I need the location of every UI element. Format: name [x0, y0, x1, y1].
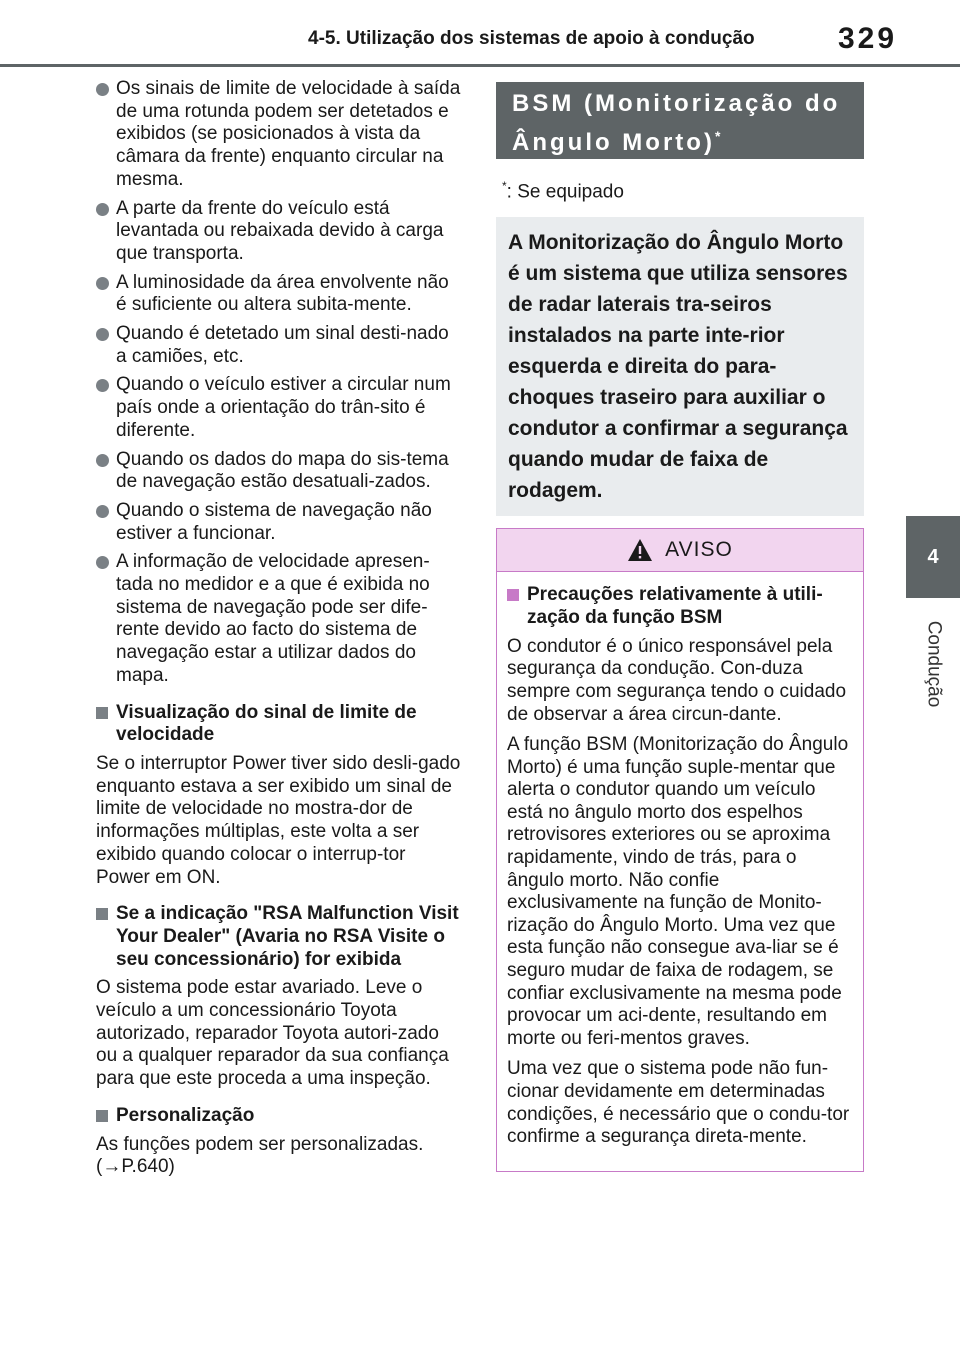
page-number: 329 — [838, 22, 898, 55]
square-bullet-icon — [507, 589, 519, 601]
list-item — [96, 551, 464, 687]
square-bullet-icon — [96, 707, 108, 719]
section-title: 4-5. Utilização dos sistemas de apoio à condução — [308, 28, 755, 49]
list-item-text: A informação de velocidade apresen-tada no medidor e a que é exibida no sistema de navegação pode ser dife-rente devido ao facto do sistema de navegação estar a utilizar dados do mapa. — [116, 551, 430, 686]
warning-heading-text: Precauções relativamente à utili-zação da função BSM — [527, 584, 823, 629]
warning-paragraph: O condutor é o único responsável pela segurança da condução. Con-duza sempre com segurança tendo o cuidado de observar a área circun-dante. — [507, 635, 847, 725]
list-item-text: Quando o veículo estiver a circular num país onde a orientação do trân-sito é diferente. — [116, 374, 451, 441]
square-bullet-icon — [96, 1110, 108, 1122]
list-item-text: A luminosidade da área envolvente não é suficiente ou altera subita-mente. — [116, 271, 449, 316]
bsm-title-banner — [496, 82, 864, 159]
section-heading-text: Personalização — [116, 1104, 255, 1126]
summary-box — [496, 217, 864, 516]
list-item-text: Quando os dados do mapa do sis-tema de navegação estão desatuali-zados. — [116, 448, 449, 493]
bullet-icon — [96, 505, 109, 518]
section-paragraph: Se o interruptor Power tiver sido desli-gado enquanto estava a ser exibido um sinal de limite de velocidade no mostra-dor de informações múltiplas, este volta a ser exibido quando colocar o interrup-tor Power em ON. — [96, 752, 461, 888]
section-heading — [96, 1105, 464, 1128]
section-heading — [96, 903, 464, 971]
bsm-title-mark: * — [714, 128, 721, 144]
warning-body — [497, 572, 863, 1170]
list-item — [96, 272, 464, 317]
chapter-label: Condução — [923, 620, 944, 708]
list-item-text: A parte da frente do veículo está levantada ou rebaixada devido à carga que transporta. — [116, 197, 444, 264]
warning-header — [497, 529, 863, 572]
list-item — [96, 449, 464, 494]
bullet-icon — [96, 277, 109, 290]
warning-triangle-icon — [627, 538, 653, 562]
warning-label: AVISO — [665, 538, 733, 562]
list-item-text: Quando o sistema de navegação não estiver a funcionar. — [116, 499, 432, 544]
bullet-icon — [96, 83, 109, 96]
chapter-side-label — [906, 604, 960, 724]
footnote — [496, 175, 864, 203]
section-heading — [96, 702, 464, 747]
section-paragraph: As funções podem ser personalizadas. (→P.640) — [96, 1133, 424, 1178]
warning-paragraph: A função BSM (Monitorização do Ângulo Morto) é uma função suple-mentar que alerta o condutor quando um veículo está no ângulo morto dos espelhos retrovisores exteriores ou se aproxima rapidamente, vindo de trás, para o ângulo morto. Não confie exclusivamente na função de Monito-rização do Ângulo Morto. Uma vez que esta função não consegue ava-liar se é seguro mudar de faixa de rodagem, se confiar exclusivamente na mesma pode provocar um aci-dente, resultando em morte ou feri-mentos graves. — [507, 734, 849, 1049]
warning-heading — [507, 584, 853, 629]
right-column — [496, 82, 864, 1172]
list-item-text: Os sinais de limite de velocidade à saída de uma rotunda podem ser detetados e exibidos (se posicionados à vista da câmara da frente) enquanto circular na mesma. — [116, 78, 461, 190]
bullet-icon — [96, 379, 109, 392]
list-item — [96, 78, 464, 192]
list-item-text: Quando é detetado um sinal desti-nado a camiões, etc. — [116, 323, 449, 367]
bullet-icon — [96, 328, 109, 341]
list-item — [96, 500, 464, 545]
square-bullet-icon — [96, 908, 108, 920]
bullet-icon — [96, 454, 109, 467]
left-column — [96, 78, 464, 1181]
chapter-tab[interactable] — [906, 516, 960, 598]
list-item — [96, 198, 464, 266]
list-item — [96, 374, 464, 442]
section-heading-text: Se a indicação "RSA Malfunction Visit Your Dealer" (Avaria no RSA Visite o seu concessionário) for exibida — [116, 903, 459, 970]
footnote-mark: * — [502, 179, 507, 193]
warning-box — [496, 528, 864, 1171]
list-item — [96, 323, 464, 368]
section-paragraph: O sistema pode estar avariado. Leve o veículo a um concessionário Toyota autorizado, reparador Toyota autori-zado ou a qualquer reparador da sua confiança para que este proceda a uma inspeção. — [96, 977, 449, 1090]
warning-paragraph: Uma vez que o sistema pode não fun-cionar devidamente em determinadas condições, é necessário que o condu-tor confirme a segurança direta-mente. — [507, 1058, 850, 1148]
summary-text: A Monitorização do Ângulo Morto é um sistema que utiliza sensores de radar laterais tra-seiros instalados na parte inte-rior esquerda e direita do para-choques traseiro para auxiliar o condutor a confirmar a segurança quando mudar de faixa de rodagem. — [508, 231, 848, 503]
footnote-text: : Se equipado — [506, 181, 624, 203]
bullet-icon — [96, 556, 109, 569]
header-divider — [0, 64, 960, 67]
bullet-icon — [96, 203, 109, 216]
section-heading-text: Visualização do sinal de limite de velocidade — [116, 701, 417, 746]
bsm-title: BSM (Monitorização do Ângulo Morto) — [512, 90, 841, 156]
chapter-number: 4 — [927, 545, 939, 568]
